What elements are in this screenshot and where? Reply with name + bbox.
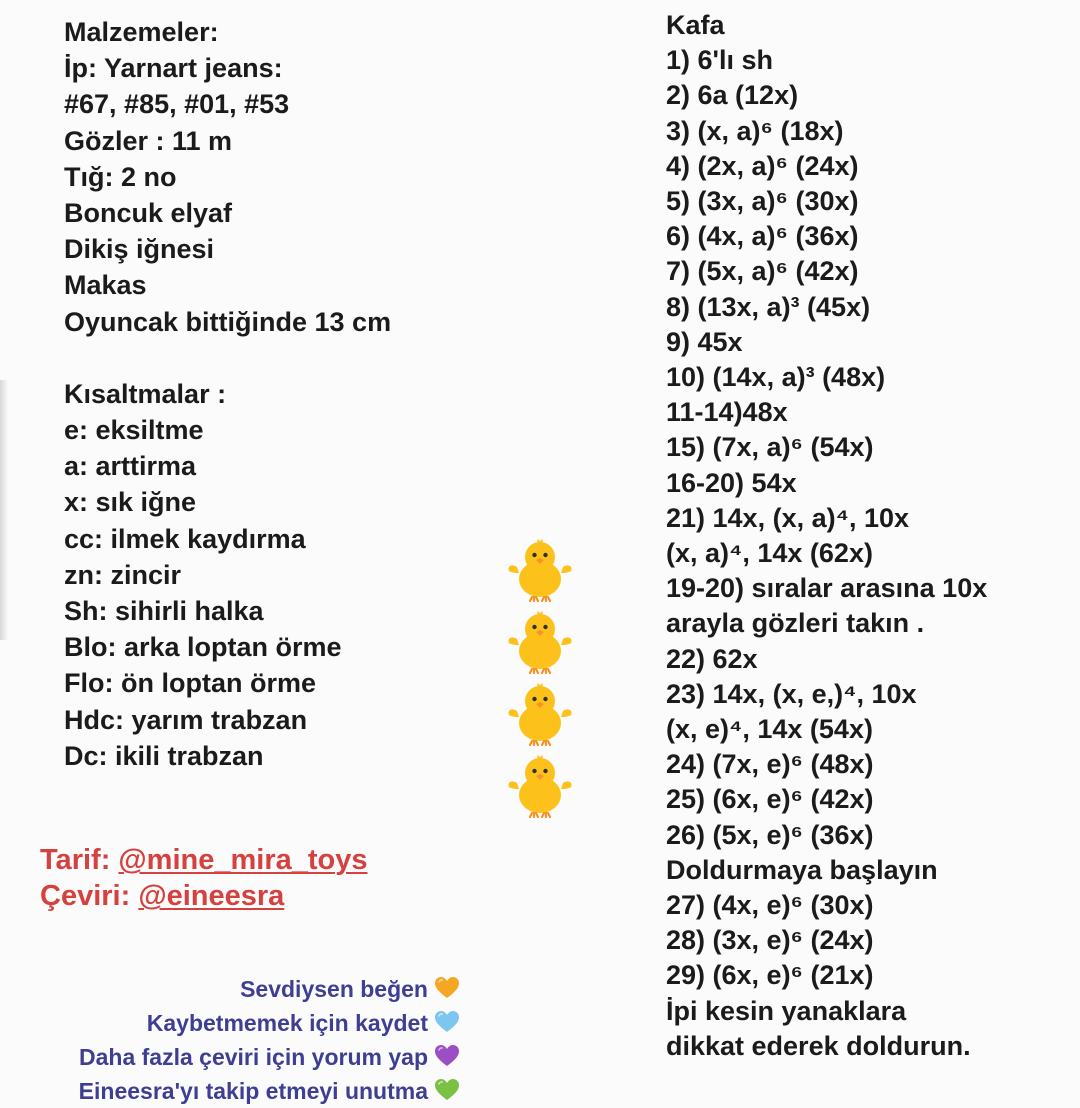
pattern-row: dikkat ederek doldurun. — [666, 1030, 971, 1061]
credits — [40, 842, 368, 914]
chick-decoration-stack — [505, 537, 575, 825]
pattern-row: 1) 6'lı sh — [666, 45, 773, 76]
heart-icon — [434, 1078, 460, 1102]
materials-line: Oyuncak bittiğinde 13 cm — [64, 306, 392, 337]
section-gap — [64, 340, 504, 376]
pattern-row: 26) (5x, e)⁶ (36x) — [666, 819, 874, 850]
footer-text: Sevdiysen beğen — [240, 976, 428, 1002]
baby-chick-icon — [505, 537, 575, 603]
pattern-row: 9) 45x — [666, 326, 743, 357]
materials-line: Boncuk elyaf — [64, 198, 233, 229]
translation-credit — [40, 878, 368, 914]
head-pattern-column — [666, 8, 1076, 1064]
baby-chick-icon — [505, 609, 575, 675]
pattern-row: 7) (5x, a)⁶ (42x) — [666, 256, 859, 287]
abbreviation-line: Flo: ön loptan örme — [64, 668, 316, 699]
pattern-row: İpi kesin yanaklara — [666, 995, 907, 1026]
baby-chick-icon — [505, 753, 575, 819]
footer-line — [79, 1006, 460, 1040]
pattern-row: 16-20) 54x — [666, 467, 797, 498]
materials-list — [64, 14, 504, 340]
footer-text: Daha fazla çeviri için yorum yap — [79, 1044, 428, 1070]
abbreviation-line: Hdc: yarım trabzan — [64, 704, 308, 735]
abbreviation-line: Sh: sihirli halka — [64, 596, 264, 627]
heart-icon — [434, 976, 460, 1000]
pattern-row: (x, e)⁴, 14x (54x) — [666, 714, 873, 745]
abbreviation-line: Blo: arka loptan örme — [64, 632, 342, 663]
pattern-row: 4) (2x, a)⁶ (24x) — [666, 150, 859, 181]
materials-line: Malzemeler: — [64, 17, 219, 47]
materials-line: Dikiş iğnesi — [64, 234, 215, 265]
pattern-row: 15) (7x, a)⁶ (54x) — [666, 432, 874, 463]
footer-line — [79, 1074, 460, 1108]
pattern-row: 11-14)48x — [666, 397, 788, 428]
pattern-row: 21) 14x, (x, a)⁴, 10x — [666, 502, 909, 533]
recipe-label: Tarif: — [40, 844, 119, 876]
pattern-row: (x, a)⁴, 14x (62x) — [666, 538, 873, 569]
materials-line: İp: Yarnart jeans: — [64, 53, 283, 84]
footer-text: Kaybetmemek için kaydet — [146, 1010, 428, 1036]
heart-icon — [434, 1044, 460, 1068]
pattern-row: 22) 62x — [666, 643, 758, 674]
translation-handle-link[interactable]: @eineesra — [138, 880, 285, 912]
footer-text: Eineesra'yı takip etmeyi unutma — [78, 1078, 428, 1104]
pattern-row: Kafa — [666, 10, 725, 40]
pattern-row: Doldurmaya başlayın — [666, 854, 938, 885]
edge-shadow — [0, 380, 8, 640]
abbreviation-line: a: arttirma — [64, 451, 197, 482]
recipe-handle-link[interactable]: @mine_mira_toys — [118, 844, 368, 876]
abbreviation-line: x: sık iğne — [64, 487, 197, 518]
materials-line: #67, #85, #01, #53 — [64, 89, 290, 120]
pattern-row: 19-20) sıralar arasına 10x — [666, 573, 988, 604]
materials-line: Makas — [64, 270, 147, 301]
pattern-row: 2) 6a (12x) — [666, 80, 799, 111]
materials-line: Tığ: 2 no — [64, 161, 177, 192]
materials-line: Gözler : 11 m — [64, 125, 233, 156]
footer-line — [79, 972, 460, 1006]
pattern-row: 8) (13x, a)³ (45x) — [666, 291, 871, 322]
abbreviation-line: cc: ilmek kaydırma — [64, 523, 306, 554]
pattern-row: 10) (14x, a)³ (48x) — [666, 362, 886, 393]
pattern-row: 27) (4x, e)⁶ (30x) — [666, 890, 874, 921]
pattern-row: 6) (4x, a)⁶ (36x) — [666, 221, 859, 252]
pattern-row: 29) (6x, e)⁶ (21x) — [666, 960, 874, 991]
abbreviation-line: Kısaltmalar : — [64, 378, 227, 409]
abbreviation-line: Dc: ikili trabzan — [64, 740, 264, 771]
heart-icon — [434, 1010, 460, 1034]
pattern-row: 5) (3x, a)⁶ (30x) — [666, 186, 859, 217]
pattern-row: 3) (x, a)⁶ (18x) — [666, 115, 844, 146]
pattern-row: 28) (3x, e)⁶ (24x) — [666, 925, 874, 956]
footer-call-to-action — [79, 972, 460, 1108]
materials-column — [64, 14, 504, 774]
abbreviation-line: zn: zincir — [64, 559, 182, 590]
abbreviation-line: e: eksiltme — [64, 415, 204, 446]
footer-line — [79, 1040, 460, 1074]
recipe-credit — [40, 842, 368, 878]
translation-label: Çeviri: — [40, 880, 139, 912]
abbreviations-list — [64, 376, 504, 774]
baby-chick-icon — [505, 681, 575, 747]
pattern-row: arayla gözleri takın . — [666, 608, 925, 639]
pattern-row: 24) (7x, e)⁶ (48x) — [666, 749, 874, 780]
pattern-row: 23) 14x, (x, e,)⁴, 10x — [666, 678, 917, 709]
pattern-row: 25) (6x, e)⁶ (42x) — [666, 784, 874, 815]
